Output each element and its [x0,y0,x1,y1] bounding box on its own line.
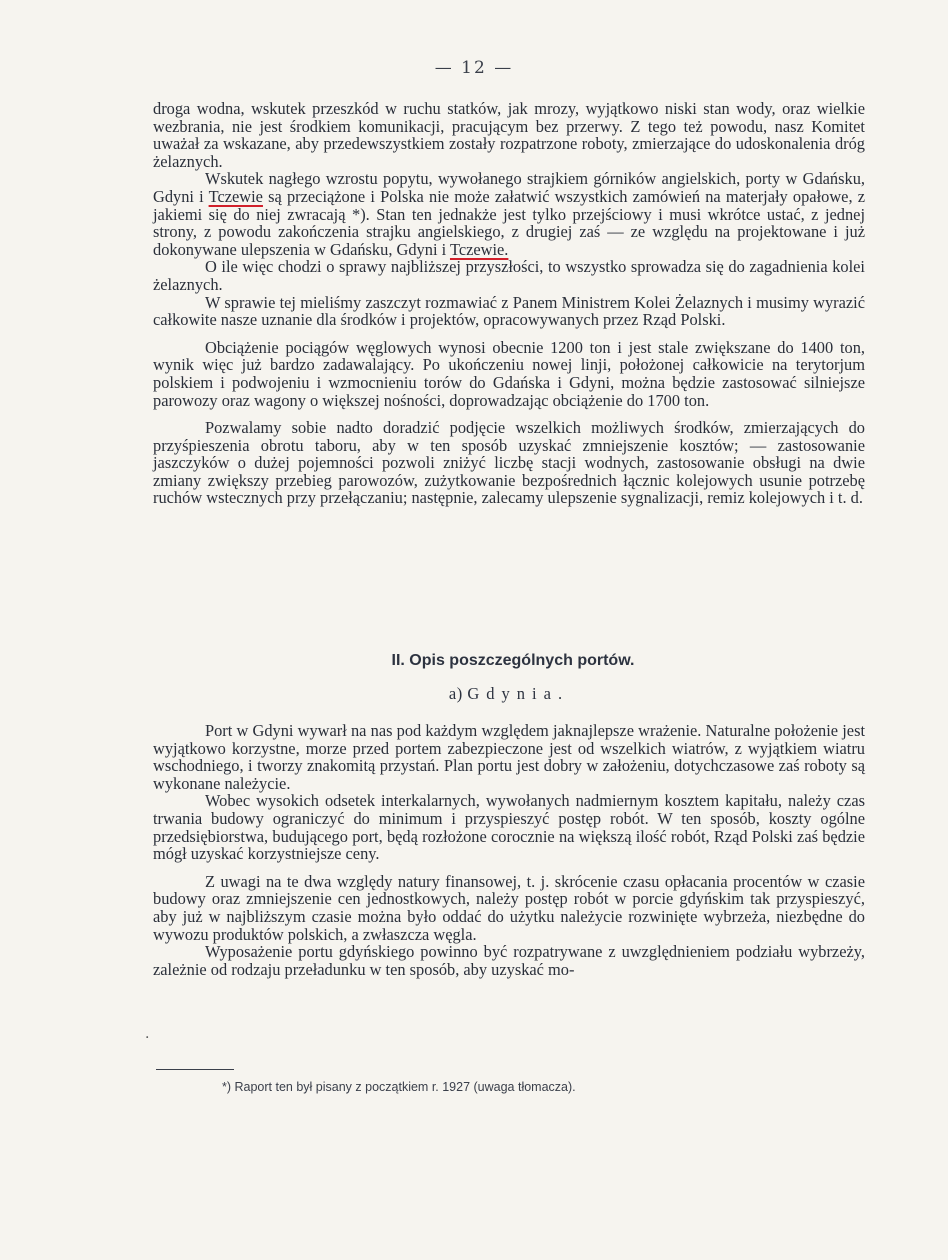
upper-body-text [153,100,865,507]
paragraph-interest: Wobec wysokich odsetek interkalarnych, wywołanych nadmiernym kosztem kapitału, należy czas trwania budowy ograniczyć do minimum i przyspieszyć postęp robót. W ten sposób, koszty ogólne przedsiębiorstwa, budującego port, będą rozłożone corocznie na większą ilość robót, Rząd Polski zaś będzie mógł uzyskać korzystniejsze ceny. [153,791,865,864]
paragraph-equipment: Wyposażenie portu gdyńskiego powinno być rozpatrywane z uwzględnieniem podziału wybrzeży, zależnie od rodzaju przeładunku w ten sposób, aby uzyskać mo- [153,942,865,979]
paragraph-ports-overload-text-a: Wskutek nagłego wzrostu popytu, wywołanego strajkiem górników angielskich, porty w Gdańsku, Gdyni i [153,169,865,206]
paragraph-ports-overload [153,170,865,258]
footnote: *) Raport ten był pisany z początkiem r. 1927 (uwaga tłomacza). [222,1080,576,1094]
paragraph-near-future: O ile więc chodzi o sprawy najbliższej przyszłości, to wszystko sprowadza się do zagadnienia kolei żelaznych. [153,257,865,294]
subsection-name: Gdynia. [467,684,570,703]
paragraph-financial: Z uwagi na te dwa względy natury finansowej, t. j. skrócenie czasu opłacania procentów w czasie budowy oraz zmniejszenie cen jednostkowych, należy postęp robót w porcie gdyńskim tak przyspieszyć, aby już w najbliższym czasie można było oddać do użytku należycie rozwinięte wybrzeża, niezbędne do wywozu produktów polskich, a zwłaszcza węgla. [153,871,865,944]
underlined-word-tczewie-end: Tczewie. [449,239,509,259]
paragraph-coal-trains: Obciążenie pociągów węglowych wynosi obecnie 1200 ton i jest stale zwiększane do 1400 ton, wynik więc już bardzo zadawalający. Po ukończeniu nowej linji, położonej całkowicie na terytorjum polskiem i podwojeniu i wzmocnieniu torów do Gdańska i Gdyni, można będzie zastosować silniejsze parowozy oraz wagony o większej nośności, doprowadzając obciążenie do 1700 ton. [153,337,865,410]
subsection-prefix: a) [448,684,468,703]
paragraph-continuation: droga wodna, wskutek przeszkód w ruchu statków, jak mrozy, wyjątkowo niski stan wody, oraz wielkie wezbrania, nie jest środkiem komunikacji, pracującym bez przerwy. Z tego też powodu, nasz Komitet uważał za wskazane, aby przedewszystkiem zostały rozpatrzone roboty, zmierzające do udoskonalenia dróg żelaznych. [153,99,865,171]
margin-dot: · [145,1030,150,1046]
page-number: — 12 — [434,58,514,78]
paragraph-ministry: W sprawie tej mieliśmy zaszczyt rozmawiać z Panem Ministrem Kolei Żelaznych i musimy wyrazić całkowite nasze uznanie dla środków i projektów, opracowywanych przez Rząd Polski. [153,292,865,330]
paragraph-gdynia-impression: Port w Gdyni wywarł na nas pod każdym względem jaknajlepsze wrażenie. Naturalne położenie jest wyjątkowo korzystne, morze przed portem zabezpieczone jest od wszelkich wiatrów, z wyjątkiem wiatru wschodniego, i tworzy znakomitą przystań. Plan portu jest dobry w założeniu, dotychczasowe zaś roboty są wykonane należycie. [153,721,865,793]
footnote-rule [156,1069,234,1070]
subsection-heading [0,684,948,704]
lower-body-text [153,722,865,978]
paragraph-ports-overload-text-b: są przeciążone i Polska nie może załatwić wszystkich zamówień na materjały opałowe, z jakiemi się do niej zwracają *). Stan ten jednakże jest tylko przejściowy i musi wkrótce ustać, z jednej strony, z powodu zakończenia strajku angielskiego, z drugiej zaś — ze względu na projektowane i już dokonywane ulepszenia w Gdańsku, Gdyni i [153,186,865,259]
underlined-word-tczewie: Tczewie [208,186,263,206]
paragraph-recommendations: Pozwalamy sobie nadto doradzić podjęcie wszelkich możliwych środków, zmierzających do przyśpieszenia obrotu taboru, aby w ten sposób uzyskać zmniejszenie kosztów; — zastosowanie jaszczyków o dużej pojemności pozwoli zniżyć liczbę stacji wodnych, zastosowanie obsługi na dwie zmiany zwiększy przebieg parowozów, zużytkowanie bezpośrednich łącznic kolejowych usunie potrzebę ruchów wstecznych przy przełączaniu; następnie, zalecamy ulepszenie sygnalizacji, remiz kolejowych i t. d. [153,418,865,508]
section-heading: II. Opis poszczególnych portów. [391,652,635,669]
